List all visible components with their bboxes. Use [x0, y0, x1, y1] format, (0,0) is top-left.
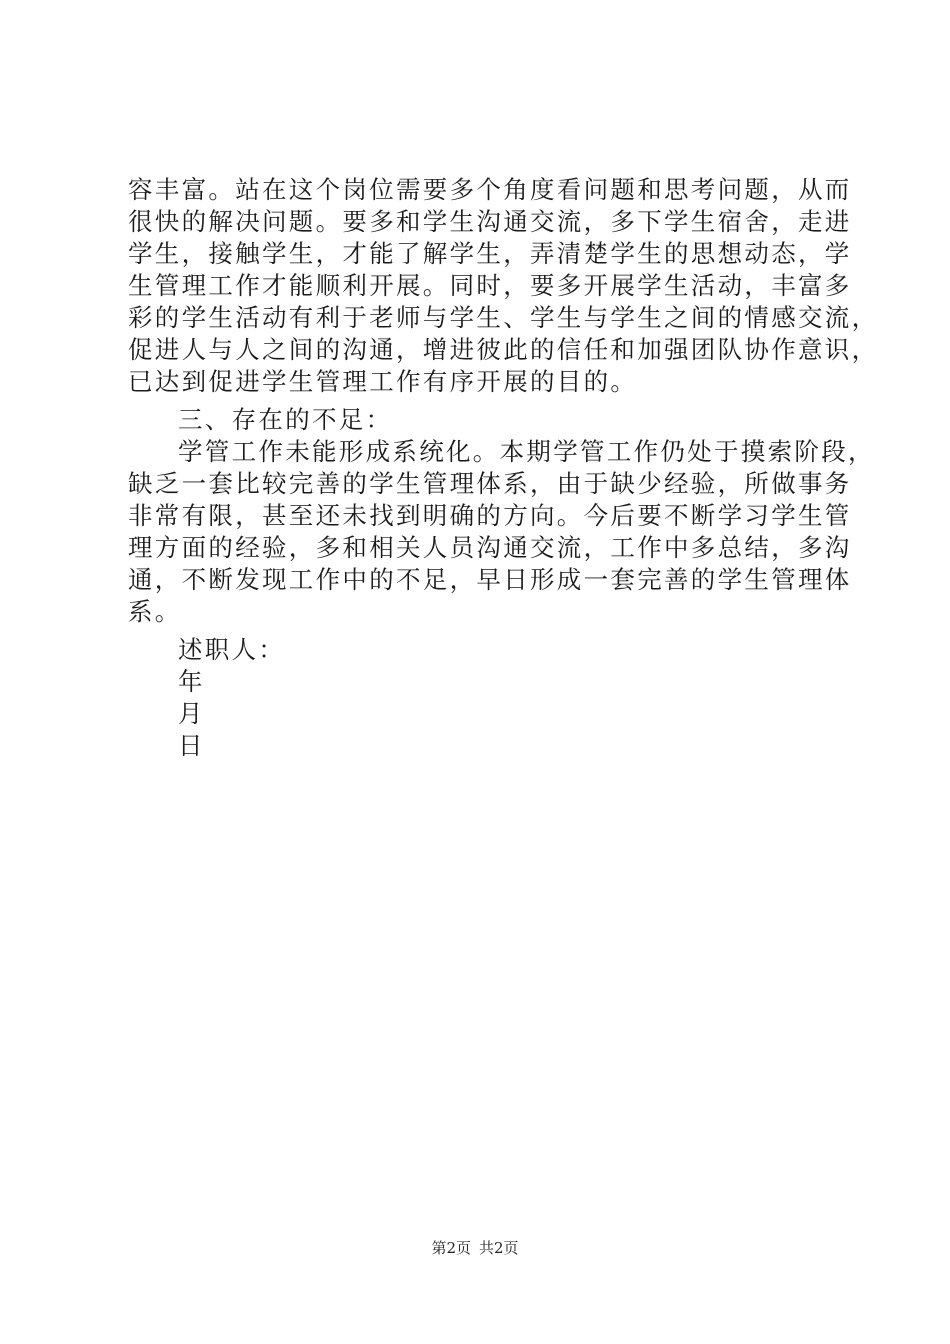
paragraph-line: 学生，接触学生，才能了解学生，弄清楚学生的思想动态，学 — [128, 239, 852, 268]
page-footer — [0, 1238, 950, 1258]
paragraph-line: 已达到促进学生管理工作有序开展的目的。 — [128, 367, 638, 396]
paragraph-line: 非常有限，甚至还未找到明确的方向。今后要不断学习学生管 — [128, 501, 852, 530]
paragraph-line: 系。 — [128, 597, 182, 626]
paragraph-line: 彩的学生活动有利于老师与学生、学生与学生之间的情感交流， — [128, 303, 879, 332]
paragraph-line: 促进人与人之间的沟通，增进彼此的信任和加强团队协作意识， — [128, 335, 879, 364]
paragraph-line: 容丰富。站在这个岗位需要多个角度看问题和思考问题，从而 — [128, 175, 852, 204]
paragraph-line: 缺乏一套比较完善的学生管理体系，由于缺少经验，所做事务 — [128, 469, 852, 498]
signature-label: 述职人： — [178, 635, 286, 664]
date-day-label: 日 — [178, 731, 205, 760]
paragraph-line: 通，不断发现工作中的不足，早日形成一套完善的学生管理体 — [128, 565, 852, 594]
page-total: 共2页 — [479, 1239, 519, 1257]
page-number: 第2页 — [431, 1239, 471, 1257]
section-heading: 三、存在的不足： — [178, 405, 393, 434]
paragraph-line: 很快的解决问题。要多和学生沟通交流，多下学生宿舍，走进 — [128, 207, 852, 236]
date-month-label: 月 — [178, 699, 205, 728]
date-year-label: 年 — [178, 667, 205, 696]
paragraph-line: 理方面的经验，多和相关人员沟通交流，工作中多总结，多沟 — [128, 533, 852, 562]
paragraph-line: 生管理工作才能顺利开展。同时，要多开展学生活动，丰富多 — [128, 271, 852, 300]
paragraph-line: 学管工作未能形成系统化。本期学管工作仍处于摸索阶段， — [178, 437, 875, 466]
